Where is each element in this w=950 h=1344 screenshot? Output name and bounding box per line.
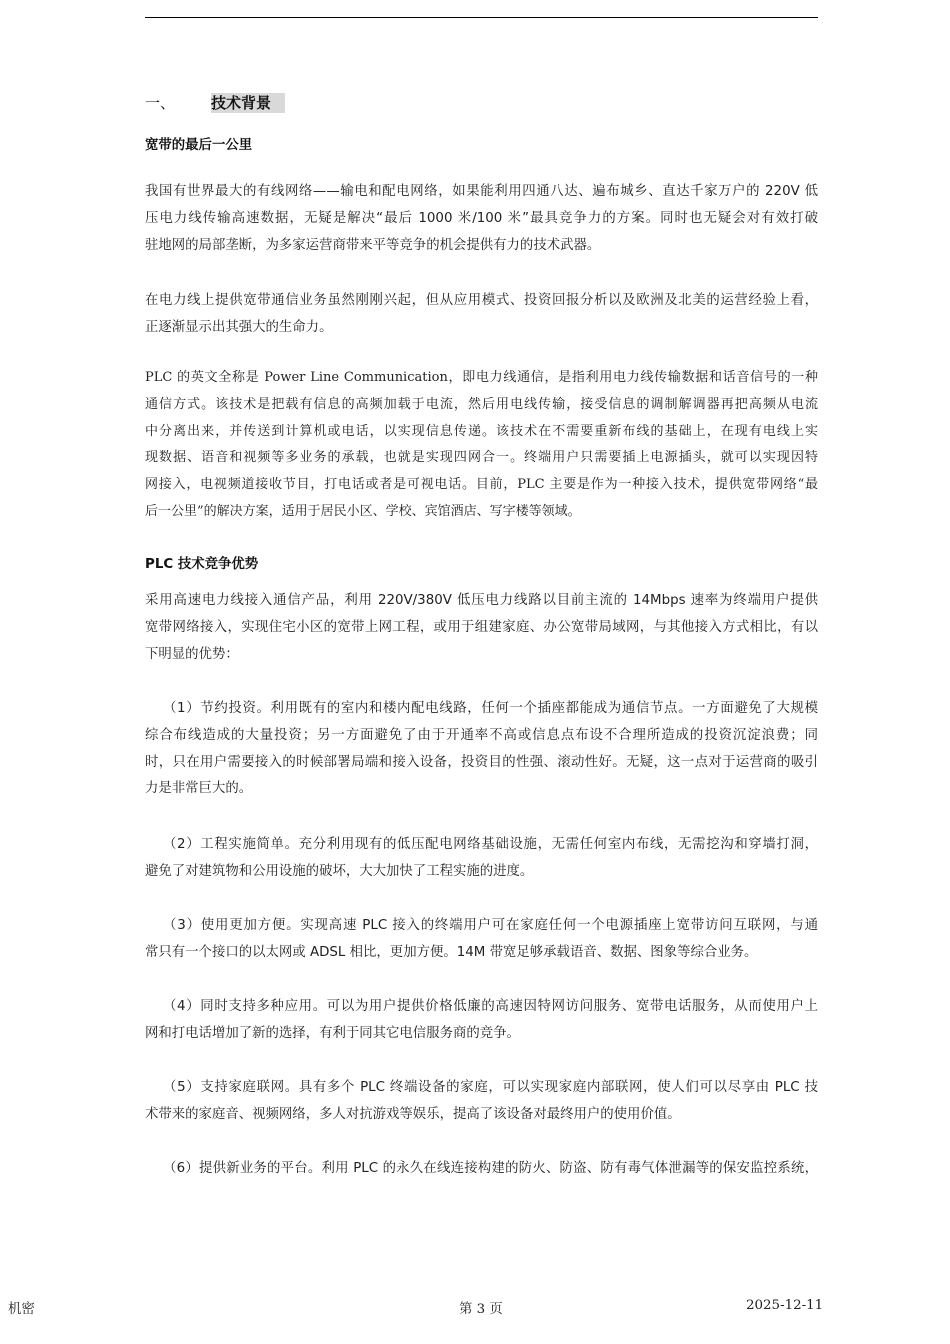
- text-line: 在电力线上提供宽带通信业务虽然刚刚兴起，但从应用模式、投资回报分析以及欧洲及北美的运营经验上看，: [145, 293, 818, 308]
- paragraph-intro: [145, 588, 818, 668]
- subheading-last-mile: 宽带的最后一公里: [145, 138, 253, 153]
- advantage-item: [145, 1156, 818, 1183]
- advantage-item: [145, 696, 818, 803]
- text-line: 采用高速电力线接入通信产品，利用 220V/380V 低压电力线路以目前主流的 14Mbps 速率为终端用户提供: [145, 593, 818, 608]
- footer-date: 2025-12-11: [746, 1298, 824, 1313]
- text-line: （3）使用更加方便。实现高速 PLC 接入的终端用户可在家庭任何一个电源插座上宽带访问互联网，与通: [163, 918, 818, 933]
- text-line: （2）工程实施简单。充分利用现有的低压配电网络基础设施，无需任何室内布线，无需挖沟和穿墙打洞，: [163, 837, 818, 852]
- paragraph: [145, 179, 818, 259]
- text-line: PLC 的英文全称是 Power Line Communication，即电力线通信，是指利用电力线传输数据和话音信号的一种: [145, 370, 818, 385]
- text-line: 术带来的家庭音、视频网络，多人对抗游戏等娱乐，提高了该设备对最终用户的使用价值。: [145, 1106, 681, 1122]
- section-number: 一、: [145, 94, 176, 112]
- text-line: （6）提供新业务的平台。利用 PLC 的永久在线连接构建的防火、防盗、防有毒气体泄漏等的保安监控系统，: [163, 1161, 818, 1176]
- text-line: 通信方式。该技术是把载有信息的高频加载于电流，然后用电线传输，接受信息的调制解调器再把高频从电流: [145, 396, 818, 412]
- text-line: 网和打电话增加了新的选择，有利于同其它电信服务商的竞争。: [145, 1025, 520, 1041]
- footer-confidential: 机密: [8, 1302, 35, 1317]
- text-line: 后一公里”的解决方案，适用于居民小区、学校、宾馆酒店、写字楼等领域。: [145, 503, 581, 519]
- text-line: （5）支持家庭联网。具有多个 PLC 终端设备的家庭，可以实现家庭内部联网，使人们可以尽享由 PLC 技: [163, 1080, 818, 1095]
- section-title: 技术背景: [211, 93, 285, 113]
- advantage-item: [145, 832, 818, 886]
- text-line: 力是非常巨大的。: [145, 781, 253, 797]
- section-heading: [145, 92, 285, 113]
- text-line: 中分离出来，并传送到计算机或电话，以实现信息传递。该技术在不需要重新布线的基础上，在现有电线上实: [145, 423, 818, 439]
- header-rule: [145, 17, 818, 18]
- text-line: 现数据、语音和视频等多业务的承载，也就是实现四网合一。终端用户只需要插上电源插头，就可以实现因特: [145, 450, 818, 466]
- text-line: 综合布线造成的大量投资；另一方面避免了由于开通率不高或信息点布设不合理所造成的投资沉淀浪费；同: [145, 727, 818, 743]
- text-line: 下明显的优势：: [145, 646, 239, 662]
- text-line: 我国有世界最大的有线网络——输电和配电网络，如果能利用四通八达、遍布城乡、直达千家万户的 220V 低: [145, 184, 818, 199]
- paragraph: [145, 288, 818, 342]
- text-line: 正逐渐显示出其强大的生命力。: [145, 319, 333, 335]
- text-line: 时，只在用户需要接入的时候部署局端和接入设备，投资目的性强、滚动性好。无疑，这一点对于运营商的吸引: [145, 754, 818, 770]
- text-line: （4）同时支持多种应用。可以为用户提供价格低廉的高速因特网访问服务、宽带电话服务，从而使用户上: [163, 999, 818, 1014]
- advantage-item: [145, 1075, 818, 1129]
- text-line: 压电力线传输高速数据，无疑是解决“最后 1000 米/100 米”最具竞争力的方案。同时也无疑会对有效打破: [145, 210, 818, 226]
- subheading-plc-advantages: PLC 技术竞争优势: [145, 557, 259, 572]
- text-line: 常只有一个接口的以太网或 ADSL 相比，更加方便。14M 带宽足够承载语音、数据、图象等综合业务。: [145, 944, 758, 960]
- advantage-item: [145, 994, 818, 1048]
- text-line: 宽带网络接入，实现住宅小区的宽带上网工程，或用于组建家庭、办公宽带局域网，与其他接入方式相比，有以: [145, 619, 818, 635]
- paragraph: [145, 365, 818, 526]
- footer-page-number: 第 3 页: [459, 1302, 503, 1317]
- advantage-item: [145, 913, 818, 967]
- text-line: （1）节约投资。利用既有的室内和楼内配电线路，任何一个插座都能成为通信节点。一方面避免了大规模: [163, 701, 818, 716]
- text-line: 驻地网的局部垄断，为多家运营商带来平等竞争的机会提供有力的技术武器。: [145, 237, 601, 253]
- text-line: 避免了对建筑物和公用设施的破坏，大大加快了工程实施的进度。: [145, 863, 534, 879]
- text-line: 网接入，电视频道接收节目，打电话或者是可视电话。目前，PLC 主要是作为一种接入技术，提供宽带网络“最: [145, 477, 818, 493]
